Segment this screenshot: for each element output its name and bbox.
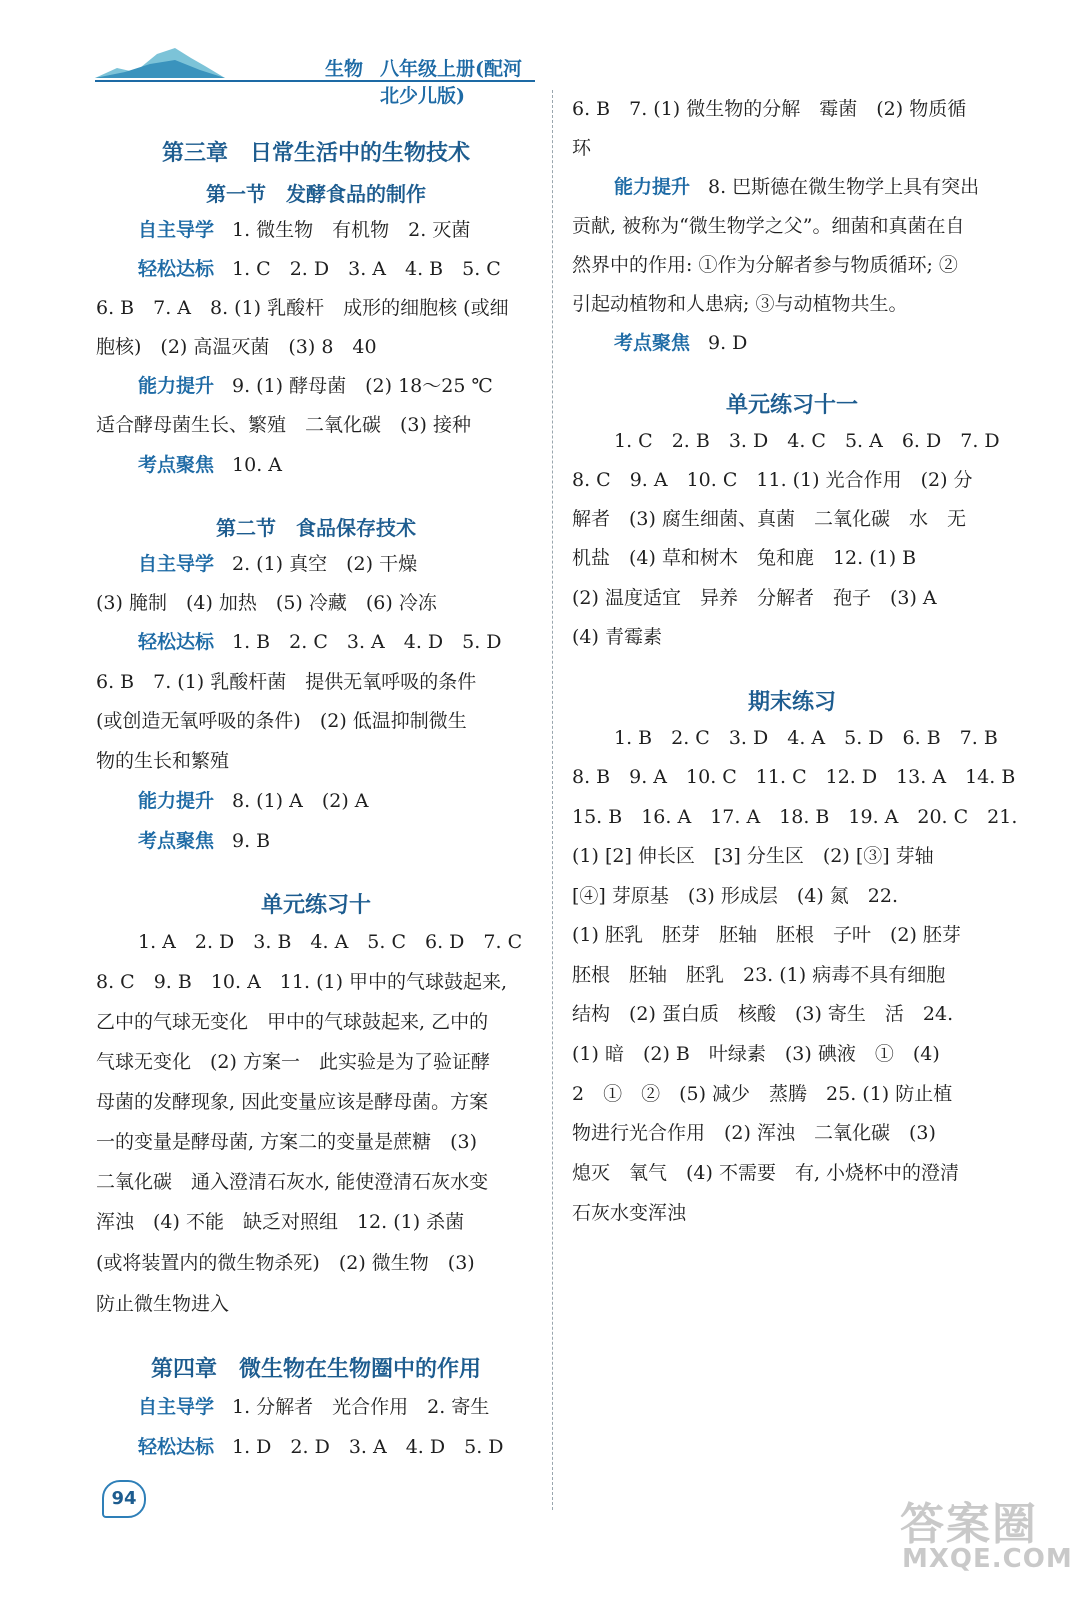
answer-line	[96, 627, 536, 657]
answer-line: 引起动植物和人患病; ③与动植物共生。	[572, 293, 908, 315]
answer-line: (1) 暗 (2) B 叶绿素 (3) 碘液 ① (4)	[572, 1043, 940, 1065]
answer-line: 15. B 16. A 17. A 18. B 19. A 20. C 21.	[572, 806, 1018, 828]
answer-line: 物进行光合作用 (2) 浑浊 二氧化碳 (3)	[572, 1122, 936, 1144]
answer-line	[572, 328, 1012, 358]
answer-line: 防止微生物进入	[96, 1293, 230, 1315]
tag-label: 能力提升	[138, 790, 215, 812]
answer-line	[96, 549, 536, 579]
watermark-logo	[900, 1488, 1073, 1588]
tag-label: 考点聚焦	[138, 454, 215, 476]
answer-line: 母菌的发酵现象, 因此变量应该是酵母菌。方案	[96, 1091, 489, 1113]
tag-label: 轻松达标	[138, 631, 215, 653]
answer-line: 8. B 9. A 10. C 11. C 12. D 13. A 14. B	[572, 766, 1016, 788]
tag-label: 考点聚焦	[614, 332, 691, 354]
answer-text: 1. 微生物 有机物 2. 灭菌	[232, 219, 471, 241]
tag-label: 能力提升	[614, 176, 691, 198]
answer-line: 乙中的气球无变化 甲中的气球鼓起来, 乙中的	[96, 1011, 489, 1033]
answer-line: 物的生长和繁殖	[96, 750, 230, 772]
answer-line	[96, 1392, 536, 1422]
tag-label: 轻松达标	[138, 1436, 215, 1458]
mountain-logo-icon	[95, 44, 225, 80]
answer-line: 贡献, 被称为“微生物学之父”。细菌和真菌在自	[572, 215, 965, 237]
answer-text: 1. D 2. D 3. A 4. D 5. D	[232, 1436, 504, 1458]
answer-line: 1. A 2. D 3. B 4. A 5. C 6. D 7. C	[138, 931, 523, 953]
answer-line	[96, 371, 536, 401]
answer-text: 9. D	[708, 332, 748, 354]
answer-line	[96, 786, 536, 816]
answer-line	[96, 215, 536, 245]
answer-text: 1. B 2. C 3. A 4. D 5. D	[232, 631, 502, 653]
final-exam-title: 期末练习	[747, 689, 836, 715]
answer-line: 气球无变化 (2) 方案一 此实验是为了验证酵	[96, 1051, 490, 1073]
answer-line	[96, 450, 536, 480]
section-1-title: 第一节 发酵食品的制作	[206, 182, 426, 206]
watermark-url: MXQE.COM	[902, 1544, 1073, 1574]
answer-line: (1) [2] 伸长区 [3] 分生区 (2) [③] 芽轴	[572, 845, 934, 867]
answer-line: 6. B 7. A 8. (1) 乳酸杆 成形的细胞核 (或细	[96, 297, 509, 319]
answer-line	[96, 826, 536, 856]
answer-line: 1. B 2. C 3. D 4. A 5. D 6. B 7. B	[614, 727, 998, 749]
answer-text: 2. (1) 真空 (2) 干燥	[232, 553, 418, 575]
answer-line: 适合酵母菌生长、繁殖 二氧化碳 (3) 接种	[96, 414, 471, 436]
answer-text: 8. (1) A (2) A	[232, 790, 369, 812]
tag-label: 考点聚焦	[138, 830, 215, 852]
unit-11-title: 单元练习十一	[725, 392, 858, 418]
header-rule	[95, 80, 535, 82]
answer-line: 一的变量是酵母菌, 方案二的变量是蔗糖 (3)	[96, 1131, 477, 1153]
answer-line: 石灰水变浑浊	[572, 1202, 687, 1224]
answer-line: (3) 腌制 (4) 加热 (5) 冷藏 (6) 冷冻	[96, 592, 437, 614]
page-number: 94	[102, 1480, 146, 1518]
answer-line: 结构 (2) 蛋白质 核酸 (3) 寄生 活 24.	[572, 1003, 954, 1025]
answer-line: 6. B 7. (1) 乳酸杆菌 提供无氧呼吸的条件	[96, 671, 477, 693]
answer-text: 9. B	[232, 830, 271, 852]
answer-line: 然界中的作用: ①作为分解者参与物质循环; ②	[572, 254, 958, 276]
header-subject: 生物	[325, 58, 364, 80]
unit-10-title: 单元练习十	[260, 892, 371, 918]
answer-line: 2 ① ② (5) 减少 蒸腾 25. (1) 防止植	[572, 1083, 953, 1105]
answer-line: 胚根 胚轴 胚乳 23. (1) 病毒不具有细胞	[572, 964, 946, 986]
answer-line: 8. C 9. A 10. C 11. (1) 光合作用 (2) 分	[572, 469, 973, 491]
section-2-title: 第二节 食品保存技术	[216, 516, 416, 540]
answer-line	[96, 254, 536, 284]
answer-line: 8. C 9. B 10. A 11. (1) 甲中的气球鼓起来,	[96, 971, 508, 993]
answer-line: (4) 青霉素	[572, 626, 662, 648]
column-divider	[552, 90, 553, 1510]
answer-line: 6. B 7. (1) 微生物的分解 霉菌 (2) 物质循	[572, 98, 967, 120]
answer-text: 1. 分解者 光合作用 2. 寄生	[232, 1396, 490, 1418]
answer-line: 环	[572, 137, 592, 159]
answer-line: 二氧化碳 通入澄清石灰水, 能使澄清石灰水变	[96, 1171, 489, 1193]
answer-line: 解者 (3) 腐生细菌、真菌 二氧化碳 水 无	[572, 508, 966, 530]
answer-line: (2) 温度适宜 异养 分解者 孢子 (3) A	[572, 587, 937, 609]
tag-label: 自主导学	[138, 553, 215, 575]
answer-line: (或创造无氧呼吸的条件) (2) 低温抑制微生	[96, 710, 467, 732]
chapter-4-title: 第四章 微生物在生物圈中的作用	[150, 1356, 481, 1382]
answer-text: 1. C 2. D 3. A 4. B 5. C	[232, 258, 501, 280]
watermark-text: 答案圈	[900, 1499, 1038, 1550]
tag-label: 自主导学	[138, 1396, 215, 1418]
answer-line: (或将装置内的微生物杀死) (2) 微生物 (3)	[96, 1252, 475, 1274]
header-book-title: 八年级上册(配河北少儿版)	[380, 58, 522, 107]
answer-line	[572, 172, 1012, 202]
answer-line: 1. C 2. B 3. D 4. C 5. A 6. D 7. D	[614, 430, 1000, 452]
answer-line	[96, 1432, 536, 1462]
answer-line: (1) 胚乳 胚芽 胚轴 胚根 子叶 (2) 胚芽	[572, 924, 961, 946]
chapter-3-title: 第三章 日常生活中的生物技术	[161, 140, 470, 166]
answer-line: [④] 芽原基 (3) 形成层 (4) 氮 22.	[572, 885, 898, 907]
answer-text: 9. (1) 酵母菌 (2) 18～25 ℃	[232, 375, 493, 397]
answer-line: 胞核) (2) 高温灭菌 (3) 8 40	[96, 336, 377, 358]
answer-line: 熄灭 氧气 (4) 不需要 有, 小烧杯中的澄清	[572, 1162, 960, 1184]
tag-label: 轻松达标	[138, 258, 215, 280]
tag-label: 能力提升	[138, 375, 215, 397]
page-header	[95, 44, 535, 107]
tag-label: 自主导学	[138, 219, 215, 241]
answer-text: 10. A	[232, 454, 282, 476]
answer-line: 机盐 (4) 草和树木 兔和鹿 12. (1) B	[572, 547, 917, 569]
answer-line: 浑浊 (4) 不能 缺乏对照组 12. (1) 杀菌	[96, 1211, 465, 1233]
answer-text: 8. 巴斯德在微生物学上具有突出	[708, 176, 980, 198]
